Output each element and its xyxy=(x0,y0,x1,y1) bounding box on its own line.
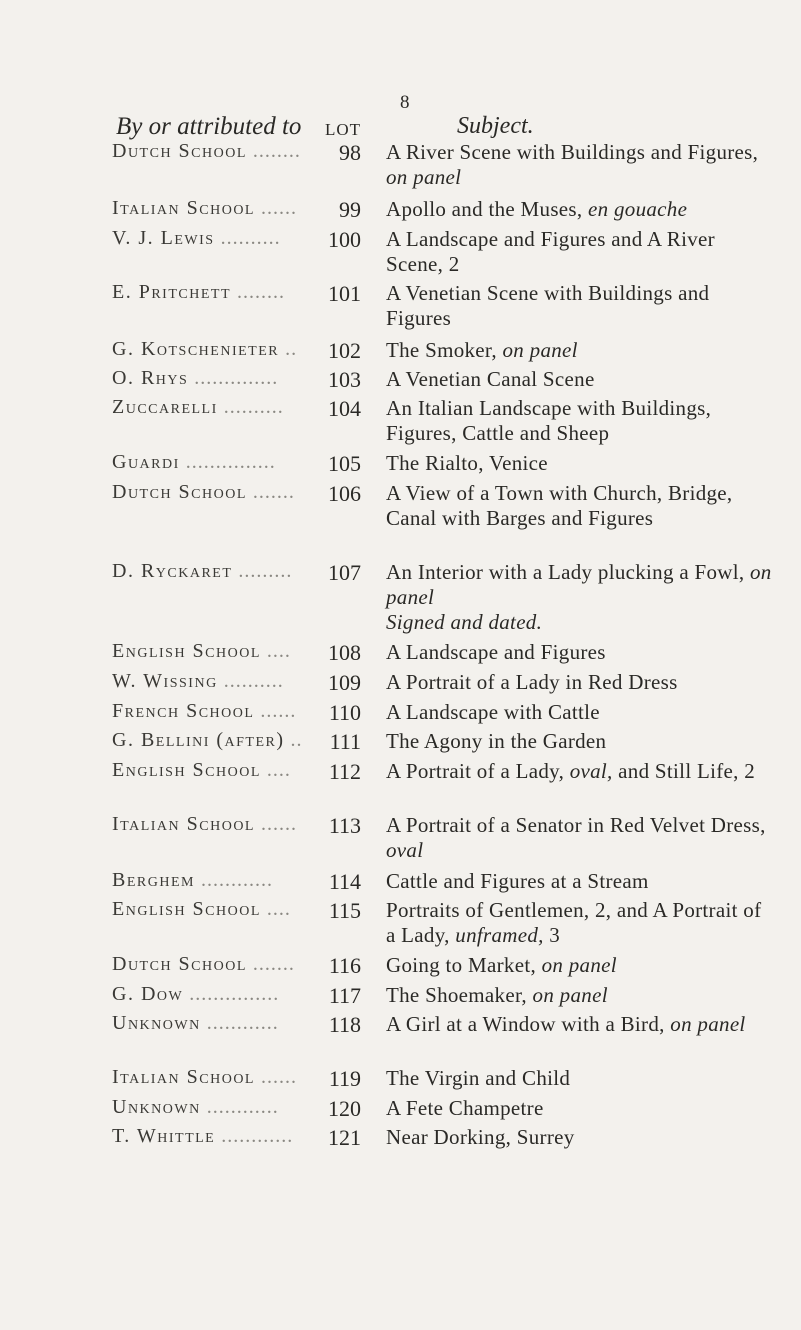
subject-text xyxy=(386,396,772,446)
leader-dots: .... xyxy=(260,759,291,781)
artist-label: Zuccarelli xyxy=(112,396,218,418)
subject-title: The Smoker, xyxy=(386,338,503,362)
artist-column-header: By or attributed to xyxy=(116,113,302,140)
subject-title: Cattle and Figures at a Stream xyxy=(386,869,649,893)
subject-tail: 3 xyxy=(543,923,561,947)
catalogue-entry xyxy=(0,227,801,276)
leader-dots: ....... xyxy=(246,481,295,503)
leader-dots: ............ xyxy=(215,1125,294,1147)
subject-title: A Landscape with Cattle xyxy=(386,700,600,724)
artist-label: English School xyxy=(112,898,261,920)
catalogue-entry xyxy=(0,1096,801,1126)
subject-note: on panel xyxy=(386,560,772,609)
artist-label: G. Kotschenieter xyxy=(112,338,280,360)
subject-title: Going to Market, xyxy=(386,953,542,977)
subject-text xyxy=(386,560,772,635)
artist-label: V. J. Lewis xyxy=(112,227,215,249)
catalogue-entry xyxy=(0,729,801,759)
artist-name xyxy=(112,281,285,304)
leader-dots: ........ xyxy=(231,281,285,303)
catalogue-entry xyxy=(0,560,801,634)
page-number: 8 xyxy=(400,92,410,113)
artist-name xyxy=(112,953,295,976)
leader-dots: ............ xyxy=(194,869,273,891)
subject-title: The Virgin and Child xyxy=(386,1066,571,1090)
artist-label: English School xyxy=(112,759,261,781)
artist-name xyxy=(112,869,273,892)
subject-text xyxy=(386,367,772,392)
lot-number: 107 xyxy=(328,560,361,585)
subject-title: A Portrait of a Lady in Red Dress xyxy=(386,670,678,694)
leader-dots: .......... xyxy=(217,396,284,418)
artist-label: English School xyxy=(112,640,261,662)
leader-dots: .......... xyxy=(214,227,281,249)
artist-label: Dutch School xyxy=(112,481,247,503)
leader-dots: ............... xyxy=(183,983,280,1005)
artist-label: Italian School xyxy=(112,813,255,835)
subject-text xyxy=(386,227,772,277)
lot-number: 109 xyxy=(328,670,361,695)
subject-text xyxy=(386,1125,772,1150)
subject-note: oval, xyxy=(569,759,613,783)
artist-label: O. Rhys xyxy=(112,367,189,389)
subject-title: A River Scene with Buildings and Figures, xyxy=(386,140,759,164)
subject-text xyxy=(386,729,772,754)
subject-title: A Landscape and Figures and A River Scene, 2 xyxy=(386,227,715,276)
subject-text xyxy=(386,983,772,1008)
subject-note: on panel xyxy=(541,953,617,977)
leader-dots: ............ xyxy=(200,1012,279,1034)
subject-text xyxy=(386,338,772,363)
catalogue-entry xyxy=(0,869,801,899)
leader-dots: ...... xyxy=(254,197,297,219)
lot-number: 102 xyxy=(328,338,361,363)
leader-dots: ........ xyxy=(246,140,301,162)
subject-text xyxy=(386,281,772,331)
subject-title: The Shoemaker, xyxy=(386,983,533,1007)
catalogue-entry xyxy=(0,140,801,189)
leader-dots: .. xyxy=(279,338,298,360)
lot-number: 114 xyxy=(328,869,361,894)
artist-name xyxy=(112,1096,279,1119)
subject-title: The Rialto, Venice xyxy=(386,451,548,475)
subject-text xyxy=(386,759,772,784)
lot-number: 98 xyxy=(339,140,361,165)
artist-name xyxy=(112,983,279,1006)
lot-number: 113 xyxy=(328,813,361,838)
subject-tail: and Still Life, 2 xyxy=(612,759,756,783)
artist-name xyxy=(112,227,281,250)
subject-title: A View of a Town with Church, Bridge, Canal with Barges and Figures xyxy=(386,481,733,530)
lot-number: 108 xyxy=(328,640,361,665)
subject-note: on panel xyxy=(502,338,578,362)
subject-title: Apollo and the Muses, xyxy=(386,197,588,221)
catalogue-entry xyxy=(0,367,801,397)
leader-dots: ............... xyxy=(179,451,276,473)
lot-column-header: LOT xyxy=(325,120,362,139)
subject-note: on panel xyxy=(532,983,608,1007)
subject-text xyxy=(386,1066,772,1091)
artist-name xyxy=(112,898,291,921)
lot-number: 106 xyxy=(328,481,361,506)
subject-note: on panel xyxy=(386,165,462,189)
lot-number: 104 xyxy=(328,396,361,421)
subject-text xyxy=(386,898,772,948)
subject-note-signed: Signed and dated. xyxy=(386,610,543,634)
subject-title: Portraits of Gentlemen, 2, and A Portrait of a Lady, xyxy=(386,898,762,947)
subject-note: oval xyxy=(386,838,424,862)
catalogue-entry xyxy=(0,983,801,1013)
catalogue-entry xyxy=(0,281,801,330)
artist-label: E. Pritchett xyxy=(112,281,231,303)
lot-number: 112 xyxy=(328,759,361,784)
artist-name xyxy=(112,1066,297,1089)
lot-number: 120 xyxy=(328,1096,361,1121)
artist-label: Unknown xyxy=(112,1096,201,1118)
subject-note: on panel xyxy=(670,1012,746,1036)
lot-number: 115 xyxy=(328,898,361,923)
catalogue-entry xyxy=(0,898,801,947)
subject-text xyxy=(386,670,772,695)
subject-title: Near Dorking, Surrey xyxy=(386,1125,575,1149)
artist-name xyxy=(112,396,284,419)
lot-number: 121 xyxy=(328,1125,361,1150)
lot-number: 100 xyxy=(328,227,361,252)
leader-dots: ...... xyxy=(254,700,297,722)
artist-name xyxy=(112,338,297,361)
subject-title: The Agony in the Garden xyxy=(386,729,607,753)
artist-label: T. Whittle xyxy=(112,1125,216,1147)
catalogue-entry xyxy=(0,396,801,445)
subject-title: A Portrait of a Lady, xyxy=(386,759,570,783)
leader-dots: ...... xyxy=(254,1066,297,1088)
subject-text xyxy=(386,813,772,863)
leader-dots: ......... xyxy=(232,560,293,582)
artist-name xyxy=(112,759,291,782)
artist-label: Dutch School xyxy=(112,140,247,162)
catalogue-entry xyxy=(0,1125,801,1155)
leader-dots: .. xyxy=(284,729,303,751)
catalogue-entry xyxy=(0,670,801,700)
artist-name xyxy=(112,1125,293,1148)
subject-title: A Landscape and Figures xyxy=(386,640,606,664)
lot-number: 117 xyxy=(328,983,361,1008)
subject-text xyxy=(386,197,772,222)
lot-number: 119 xyxy=(328,1066,361,1091)
artist-name xyxy=(112,670,284,693)
catalogue-entry xyxy=(0,1012,801,1042)
artist-label: Berghem xyxy=(112,869,195,891)
leader-dots: ............ xyxy=(200,1096,279,1118)
artist-label: Italian School xyxy=(112,1066,255,1088)
artist-name xyxy=(112,1012,279,1035)
lot-number: 105 xyxy=(328,451,361,476)
artist-name xyxy=(112,451,276,474)
subject-text xyxy=(386,869,772,894)
artist-name xyxy=(112,197,297,220)
lot-number: 101 xyxy=(328,281,361,306)
lot-number: 110 xyxy=(328,700,361,725)
subject-text xyxy=(386,451,772,476)
subject-note: en gouache xyxy=(588,197,688,221)
leader-dots: .............. xyxy=(188,367,279,389)
lot-number: 111 xyxy=(329,729,361,754)
subject-title: A Girl at a Window with a Bird, xyxy=(386,1012,671,1036)
subject-column-header: Subject. xyxy=(457,113,534,139)
lot-number: 99 xyxy=(339,197,361,222)
artist-label: W. Wissing xyxy=(112,670,218,692)
subject-text xyxy=(386,481,772,531)
catalogue-entry xyxy=(0,813,801,862)
catalogue-entry xyxy=(0,700,801,730)
subject-title: An Interior with a Lady plucking a Fowl, xyxy=(386,560,750,584)
leader-dots: .... xyxy=(260,640,291,662)
catalogue-entry xyxy=(0,451,801,481)
artist-name xyxy=(112,813,297,836)
artist-name xyxy=(112,367,278,390)
artist-name xyxy=(112,700,296,723)
lot-number: 103 xyxy=(328,367,361,392)
artist-name xyxy=(112,560,292,583)
catalogue-entry xyxy=(0,1066,801,1096)
artist-label: Unknown xyxy=(112,1012,201,1034)
artist-name xyxy=(112,640,291,663)
lot-number: 118 xyxy=(328,1012,361,1037)
artist-label: G. Dow xyxy=(112,983,184,1005)
artist-label: Italian School xyxy=(112,197,255,219)
artist-label: G. Bellini (after) xyxy=(112,729,285,751)
subject-text xyxy=(386,1012,772,1037)
subject-title: A Venetian Canal Scene xyxy=(386,367,595,391)
catalogue-entry xyxy=(0,953,801,983)
artist-name xyxy=(112,481,295,504)
catalogue-entry xyxy=(0,197,801,227)
leader-dots: ...... xyxy=(254,813,297,835)
catalogue-entry xyxy=(0,640,801,670)
artist-label: Guardi xyxy=(112,451,180,473)
artist-name xyxy=(112,729,303,752)
subject-text xyxy=(386,1096,772,1121)
subject-text xyxy=(386,140,772,190)
subject-text xyxy=(386,640,772,665)
subject-title: A Fete Champetre xyxy=(386,1096,544,1120)
artist-label: Dutch School xyxy=(112,953,247,975)
subject-note: unframed, xyxy=(455,923,544,947)
leader-dots: ....... xyxy=(246,953,295,975)
subject-title: A Venetian Scene with Buildings and Figures xyxy=(386,281,710,330)
subject-title: A Portrait of a Senator in Red Velvet Dress, xyxy=(386,813,766,837)
artist-label: D. Ryckaret xyxy=(112,560,233,582)
subject-title: An Italian Landscape with Buildings, Figures, Cattle and Sheep xyxy=(386,396,712,445)
lot-number: 116 xyxy=(328,953,361,978)
catalogue-entry xyxy=(0,759,801,789)
subject-text xyxy=(386,953,772,978)
leader-dots: .... xyxy=(260,898,291,920)
catalogue-entry xyxy=(0,481,801,530)
subject-text xyxy=(386,700,772,725)
catalogue-entry xyxy=(0,338,801,368)
artist-label: French School xyxy=(112,700,255,722)
leader-dots: .......... xyxy=(217,670,284,692)
artist-name xyxy=(112,140,301,163)
